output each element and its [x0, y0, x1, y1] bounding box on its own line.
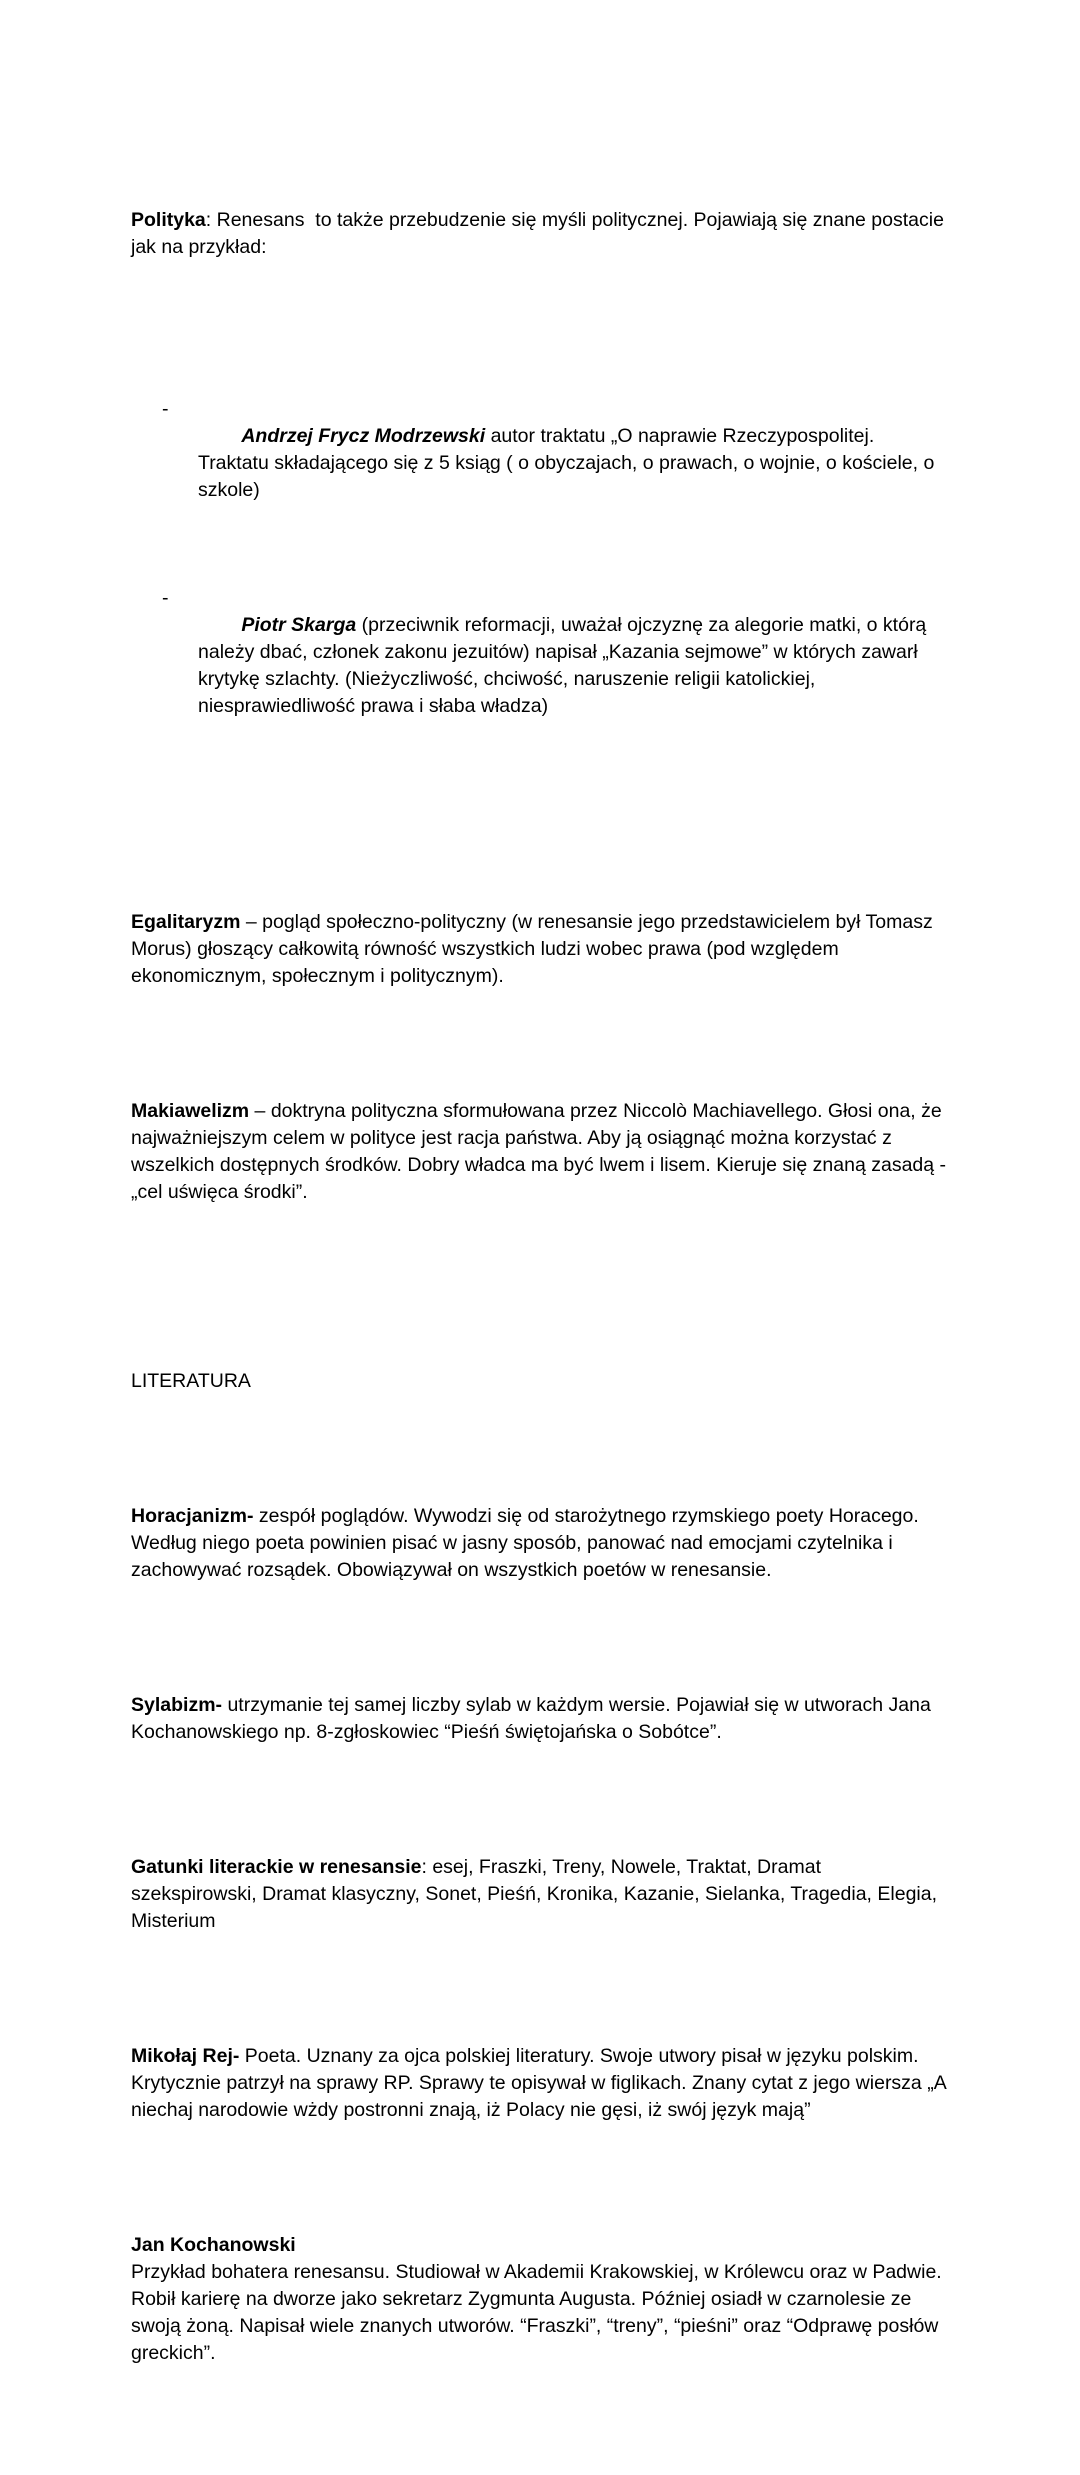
paragraph-polityka-text: : Renesans to także przebudzenie się myśli politycznej. Pojawiają się znane postacie jak na przykład:	[131, 209, 950, 258]
list-item-modrzewski-text: autor traktatu „O naprawie Rzeczypospolitej. Traktatu składającego się z 5 ksiąg ( o obyczajach, o prawach, o wojnie, o kościele, o szkole)	[198, 425, 940, 501]
paragraph-jan-kochanowski	[131, 2232, 949, 2367]
paragraph-gatunki-text: : esej, Fraszki, Treny, Nowele, Traktat, Dramat szekspirowski, Dramat klasyczny, Sonet, Pieśń, Kronika, Kazanie, Sielanka, Tragedia, Elegia, Misterium	[131, 1856, 943, 1932]
paragraph-jan-kochanowski-text: Przykład bohatera renesansu. Studiował w Akademii Krakowskiej, w Królewcu oraz w Padwie. Robił karierę na dworze jako sekretarz Zygmunta Augusta. Później osiadł w czarnolesie ze swoją żoną. Napisał wiele znanych utworów. “Fraszki”, “treny”, “pieśni” oraz “Odprawę posłów greckich”.	[131, 2261, 948, 2364]
paragraph-gatunki	[131, 1854, 949, 1935]
paragraph-sylabizm	[131, 1692, 949, 1746]
paragraph-sylabizm-text: utrzymanie tej samej liczby sylab w każdym wersie. Pojawiał się w utworach Jana Kochanowskiego np. 8-zgłoskowiec “Pieśń świętojańska o Sobótce”.	[131, 1694, 937, 1743]
paragraph-makiawelizm	[131, 1098, 949, 1206]
section-heading-literatura: LITERATURA	[131, 1370, 251, 1392]
paragraph-egalitaryzm	[131, 909, 949, 990]
term-egalitaryzm: Egalitaryzm	[131, 911, 241, 933]
paragraph-makiawelizm-text: – doktryna polityczna sformułowana przez Niccolò Machiavellego. Głosi ona, że najważniejszym celem w polityce jest racja państwa. Aby ją osiągnąć można korzystać z wszelkich dostępnych środków. Dobry władca ma być lwem i lisem. Kieruje się znaną zasadą -„cel uświęca środki”.	[131, 1100, 948, 1203]
paragraph-mikolaj-rej-text: Poeta. Uznany za ojca polskiej literatury. Swoje utwory pisał w języku polskim. Krytycznie patrzył na sprawy RP. Sprawy te opisywał w figlikach. Znany cytat z jego wiersza „A niechaj narodowie wżdy postronni znają, iż Polacy nie gęsi, iż swój język mają”	[131, 2045, 952, 2121]
dash-marker: -	[162, 398, 169, 420]
term-skarga: Piotr Skarga	[241, 614, 357, 636]
term-horacjanizm: Horacjanizm-	[131, 1505, 254, 1527]
term-gatunki: Gatunki literackie w renesansie	[131, 1856, 422, 1878]
term-polityka: Polityka	[131, 209, 206, 231]
bullet-list	[131, 342, 949, 801]
document-content	[131, 126, 952, 2475]
term-modrzewski: Andrzej Frycz Modrzewski	[241, 425, 486, 447]
term-makiawelizm: Makiawelizm	[131, 1100, 250, 1122]
term-mikolaj-rej: Mikołaj Rej-	[131, 2045, 240, 2067]
dash-marker: -	[162, 587, 169, 609]
term-jan-kochanowski: Jan Kochanowski	[131, 2234, 296, 2256]
paragraph-egalitaryzm-text: – pogląd społeczno-polityczny (w renesansie jego przedstawicielem był Tomasz Morus) głoszący całkowitą równość wszystkich ludzi wobec prawa (pod względem ekonomicznym, społecznym i politycznym).	[131, 911, 939, 987]
paragraph-polityka	[131, 207, 949, 261]
list-item-skarga	[131, 585, 949, 747]
paragraph-horacjanizm-text: zespół poglądów. Wywodzi się od starożytnego rzymskiego poety Horacego. Według niego poeta powinien pisać w jasny sposób, panować nad emocjami czytelnika i zachowywać rozsądek. Obowiązywał on wszystkich poetów w renesansie.	[131, 1505, 925, 1581]
paragraph-mikolaj-rej	[131, 2043, 952, 2124]
term-sylabizm: Sylabizm-	[131, 1694, 223, 1716]
list-item-skarga-text: (przeciwnik reformacji, uważał ojczyznę za alegorie matki, o którą należy dbać, członek zakonu jezuitów) napisał „Kazania sejmowe” w których zawarł krytykę szlachty. (Nieżyczliwość, chciwość, naruszenie religii katolickiej, niesprawiedliwość prawa i słaba władza)	[198, 614, 932, 717]
paragraph-horacjanizm	[131, 1503, 949, 1584]
list-item-modrzewski	[131, 396, 949, 531]
